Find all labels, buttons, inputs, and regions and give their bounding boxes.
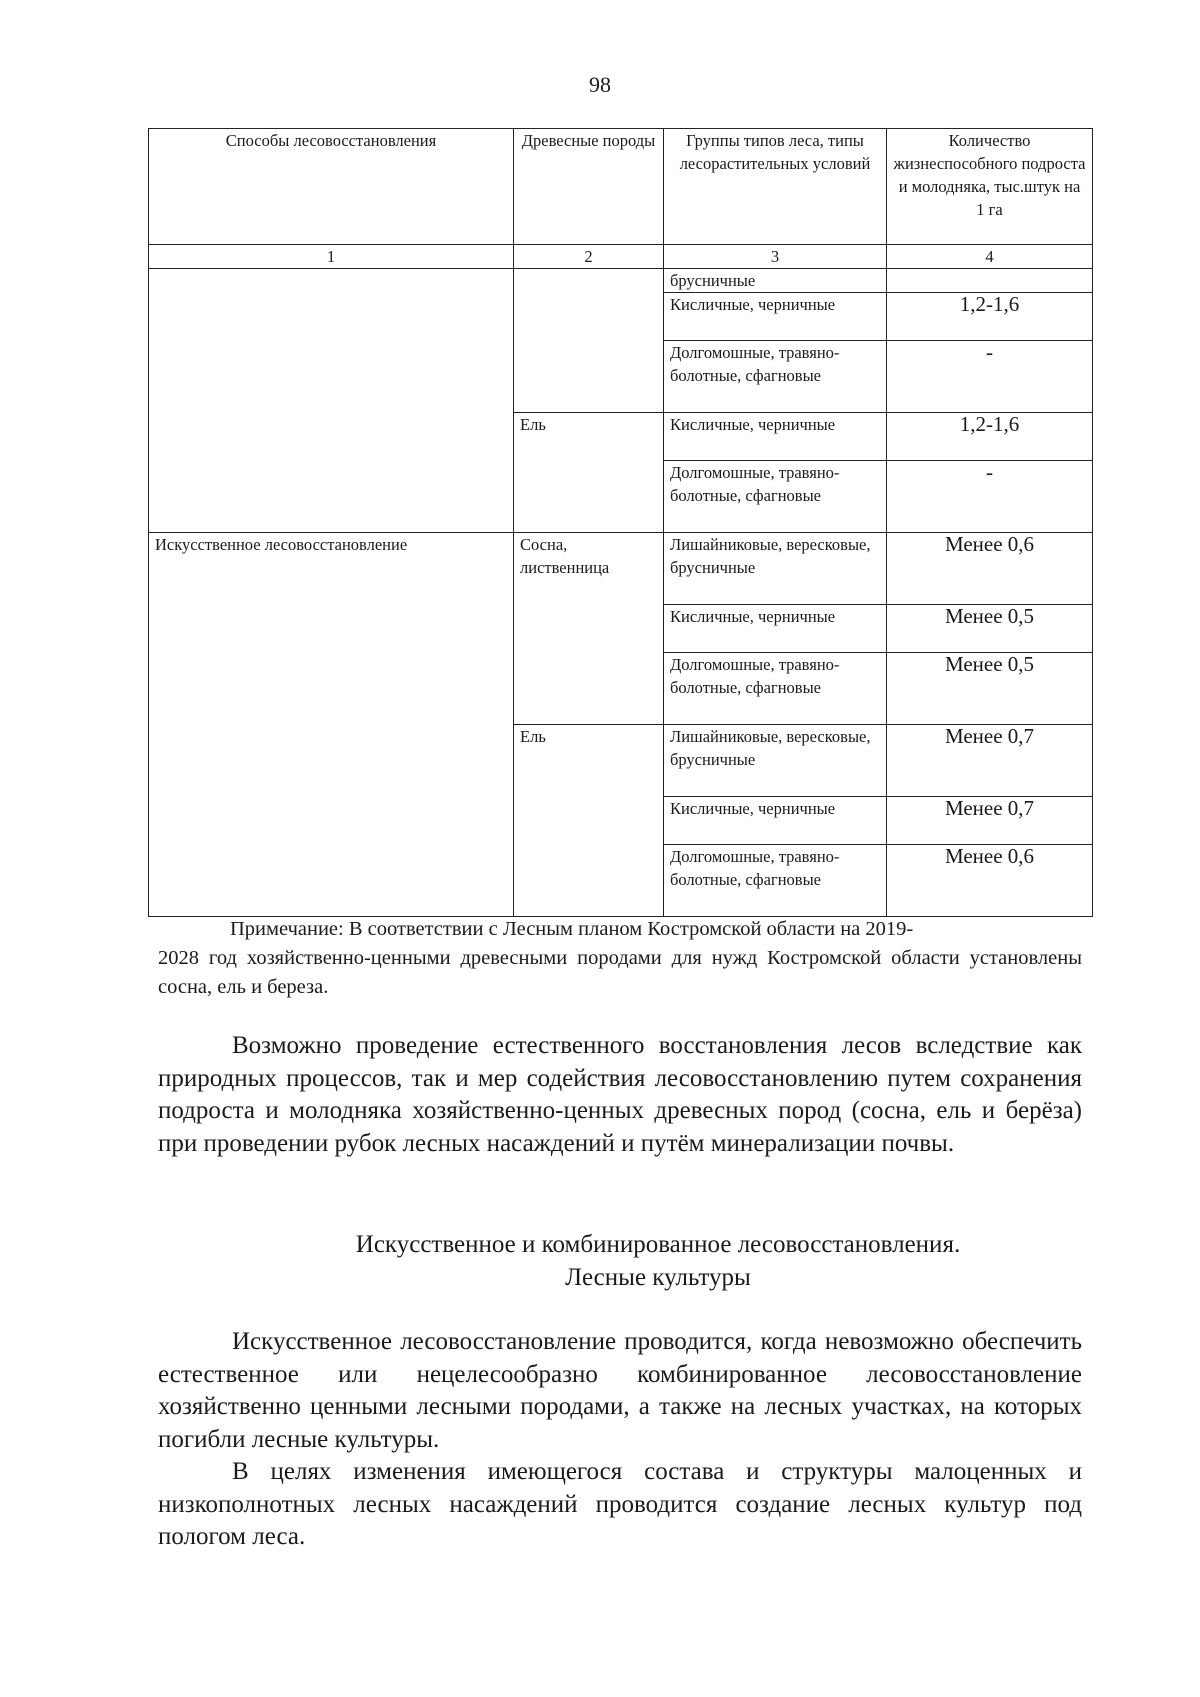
- col-number-4: 4: [887, 245, 1093, 269]
- forest-type-cell: Долгомошные, травяно-болотные, сфагновые: [664, 341, 887, 413]
- forest-restoration-table: [148, 128, 1093, 917]
- header-quantity: Количество жизнеспособного подроста и молодняка, тыс.штук на 1 га: [887, 129, 1093, 245]
- page-number: 98: [589, 72, 611, 97]
- forest-type-cell: Долгомошные, травяно-болотные, сфагновые: [664, 653, 887, 725]
- table-header-row: [149, 129, 1093, 245]
- forest-type-cell: Кисличные, черничные: [664, 797, 887, 845]
- col-number-3: 3: [664, 245, 887, 269]
- value-cell: 1,2-1,6: [887, 413, 1093, 461]
- paragraph-natural-restoration: Возможно проведение естественного восстановления лесов вследствие как природных процессов, так и мер содействия лесовосстановлению путем сохранения подроста и молодняка хозяйственно-ценных древесных пород (сосна, ель и берёза) при проведении рубок лесных насаждений и путём минерализации почвы.: [158, 1032, 1082, 1157]
- header-forest-types: Группы типов леса, типы лесорастительных условий: [664, 129, 887, 245]
- method-cell-empty: [149, 269, 514, 533]
- forest-type-cell: брусничные: [664, 269, 887, 293]
- note-rest: 2028 год хозяйственно-ценными древесными породами для нужд Костромской области установлены сосна, ель и береза.: [158, 947, 1082, 998]
- value-cell: Менее 0,7: [887, 797, 1093, 845]
- forest-type-cell: Кисличные, черничные: [664, 293, 887, 341]
- paragraph-artificial-restoration: Искусственное лесовосстановление проводится, когда невозможно обеспечить естественное или нецелесообразно комбинированное лесовосстановление хозяйственно ценными лесными породами, а также на лесных участках, на которых погибли лесные культуры.: [158, 1328, 1082, 1453]
- species-cell-el-2: Ель: [514, 725, 664, 917]
- value-cell: Менее 0,7: [887, 725, 1093, 797]
- value-cell: -: [887, 341, 1093, 413]
- value-cell: Менее 0,6: [887, 533, 1093, 605]
- table-row: [149, 269, 1093, 293]
- species-cell-empty: [514, 269, 664, 413]
- forest-type-cell: Лишайниковые, вересковые, брусничные: [664, 533, 887, 605]
- column-number-row: [149, 245, 1093, 269]
- paragraph-underplanting: В целях изменения имеющегося состава и структуры малоценных и низкополнотных лесных насаждений проводится создание лесных культур под пологом леса.: [158, 1458, 1082, 1550]
- species-cell-pine-larch: Сосна, лиственница: [514, 533, 664, 725]
- method-cell-artificial: Искусственное лесовосстановление: [149, 533, 514, 917]
- forest-type-cell: Долгомошные, травяно-болотные, сфагновые: [664, 461, 887, 533]
- value-cell: Менее 0,5: [887, 653, 1093, 725]
- species-cell-el: Ель: [514, 413, 664, 533]
- forest-type-cell: Лишайниковые, вересковые, брусничные: [664, 725, 887, 797]
- col-number-1: 1: [149, 245, 514, 269]
- header-methods: Способы лесовосстановления: [149, 129, 514, 245]
- value-cell: 1,2-1,6: [887, 293, 1093, 341]
- section-title-line-2: Лесные культуры: [565, 1264, 751, 1291]
- section-title-line-1: Искусственное и комбинированное лесовосстановления.: [355, 1231, 961, 1258]
- table-note: [158, 915, 1082, 1002]
- value-cell: [887, 269, 1093, 293]
- forest-type-cell: Долгомошные, травяно-болотные, сфагновые: [664, 845, 887, 917]
- note-line-1: Примечание: В соответствии с Лесным планом Костромской области на 2019-: [230, 918, 914, 940]
- header-species: Древесные породы: [514, 129, 664, 245]
- value-cell: Менее 0,5: [887, 605, 1093, 653]
- col-number-2: 2: [514, 245, 664, 269]
- forest-type-cell: Кисличные, черничные: [664, 413, 887, 461]
- forest-type-cell: Кисличные, черничные: [664, 605, 887, 653]
- value-cell: Менее 0,6: [887, 845, 1093, 917]
- table-row: [149, 533, 1093, 605]
- value-cell: -: [887, 461, 1093, 533]
